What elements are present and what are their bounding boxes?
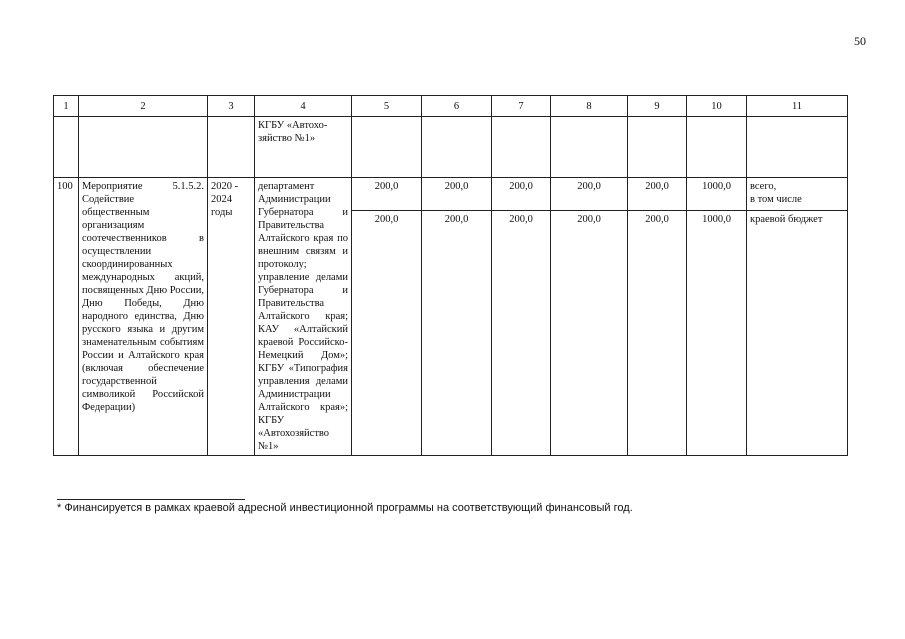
footnote-divider bbox=[57, 499, 245, 500]
page-number: 50 bbox=[854, 34, 866, 48]
header-col-10: 10 bbox=[687, 96, 747, 117]
header-row bbox=[54, 96, 848, 117]
period: 2020 - 2024 годы bbox=[208, 178, 255, 456]
header-col-9: 9 bbox=[628, 96, 687, 117]
source-total: всего, в том числе bbox=[747, 178, 848, 211]
amount-budget-7: 200,0 bbox=[492, 211, 551, 456]
header-col-2: 2 bbox=[79, 96, 208, 117]
header-col-4: 4 bbox=[255, 96, 352, 117]
footnote: * Финансируется в рамках краевой адресной инвестиционной программы на соответствующий финансовый год. bbox=[57, 502, 633, 514]
responsible-executors: департамент Администрации Губернатора и Правительства Алтайского края по внешним связям и протоколу; управление делами Губернатора и Правительства Алтайского края; КАУ «Алтайский краевой Российско-Немецкий Дом»; КГБУ «Типография управления делами Администрации Алтайского края»; КГБУ «Автохозяйство №1» bbox=[255, 178, 352, 456]
amount-total-7: 200,0 bbox=[492, 178, 551, 211]
row-100 bbox=[54, 178, 848, 211]
amount-budget-8: 200,0 bbox=[551, 211, 628, 456]
amount-total-9: 200,0 bbox=[628, 178, 687, 211]
amount-total-5: 200,0 bbox=[352, 178, 422, 211]
amount-budget-5: 200,0 bbox=[352, 211, 422, 456]
amount-budget-6: 200,0 bbox=[422, 211, 492, 456]
header-col-8: 8 bbox=[551, 96, 628, 117]
amount-budget-9: 200,0 bbox=[628, 211, 687, 456]
header-col-7: 7 bbox=[492, 96, 551, 117]
header-col-3: 3 bbox=[208, 96, 255, 117]
source-regional-budget: краевой бюджет bbox=[747, 211, 848, 456]
header-col-1: 1 bbox=[54, 96, 79, 117]
header-col-11: 11 bbox=[747, 96, 848, 117]
continuation-responsible: КГБУ «Автохо- зяйство №1» bbox=[255, 117, 352, 178]
header-col-6: 6 bbox=[422, 96, 492, 117]
amount-total-10: 1000,0 bbox=[687, 178, 747, 211]
amount-budget-10: 1000,0 bbox=[687, 211, 747, 456]
amount-total-8: 200,0 bbox=[551, 178, 628, 211]
continuation-row bbox=[54, 117, 848, 178]
activity-name: Мероприятие 5.1.5.2. Содействие общественным организациям соотечественников в осуществлении скоординированных международных акций, посвященных Дню России, Дню Победы, Дню народного единства, Дню русского языка и другим знаменательным событиям России и Алтайского края (включая обеспечение государственной символикой Российской Федерации) bbox=[79, 178, 208, 456]
program-table bbox=[53, 95, 848, 456]
row-number: 100 bbox=[54, 178, 79, 456]
header-col-5: 5 bbox=[352, 96, 422, 117]
amount-total-6: 200,0 bbox=[422, 178, 492, 211]
